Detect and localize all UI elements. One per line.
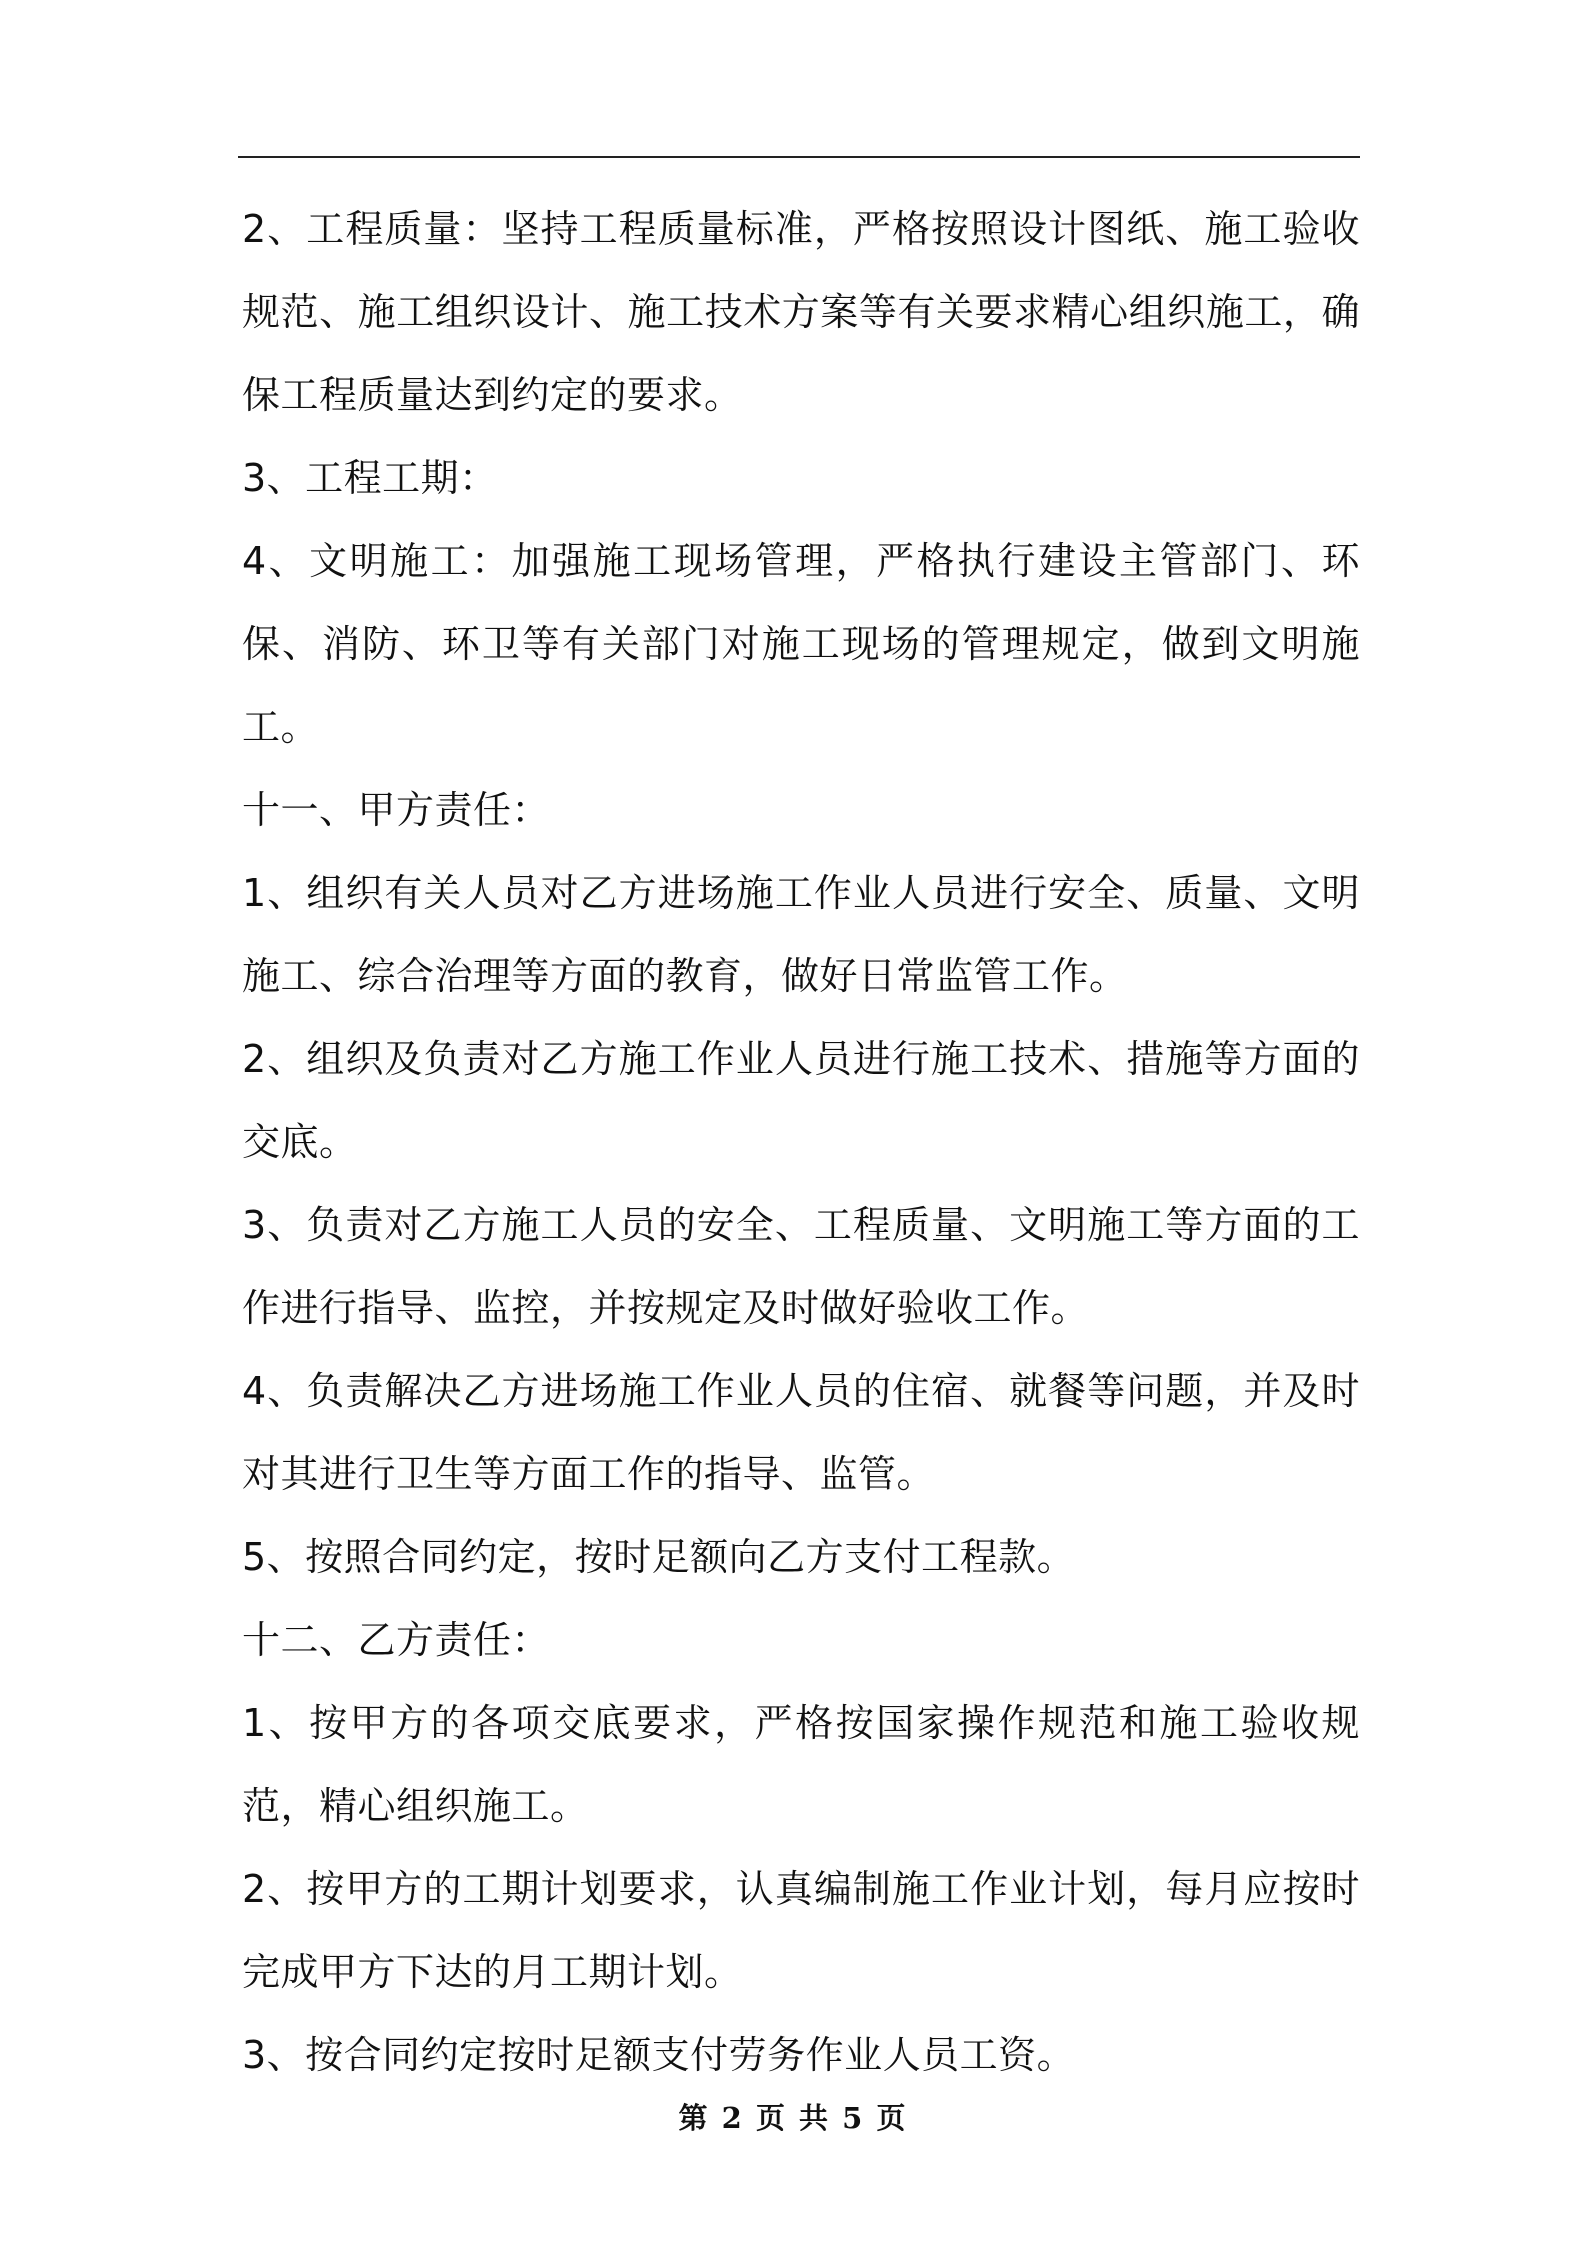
paragraph-party-b-3: 3、按合同约定按时足额支付劳务作业人员工资。 bbox=[242, 2033, 1076, 2077]
footer-prefix: 第 bbox=[678, 2101, 710, 2135]
footer-middle: 页 共 bbox=[755, 2101, 831, 2135]
paragraph-quality: 2、工程质量：坚持工程质量标准，严格按照设计图纸、施工验收规范、施工组织设计、施工技术方案等有关要求精心组织施工，确保工程质量达到约定的要求。 bbox=[242, 207, 1360, 417]
footer-suffix: 页 bbox=[876, 2101, 908, 2135]
paragraph-party-a-5: 5、按照合同约定，按时足额向乙方支付工程款。 bbox=[242, 1535, 1076, 1579]
paragraph-duration: 3、工程工期： bbox=[242, 456, 498, 500]
paragraph-party-a-2: 2、组织及负责对乙方施工作业人员进行施工技术、措施等方面的交底。 bbox=[242, 1037, 1360, 1164]
footer-total-pages: 5 bbox=[842, 2101, 865, 2135]
header-rule bbox=[238, 156, 1360, 158]
section-heading-party-a: 十一、甲方责任： bbox=[242, 788, 551, 832]
paragraph-party-b-1: 1、按甲方的各项交底要求，严格按国家操作规范和施工验收规范，精心组织施工。 bbox=[242, 1701, 1360, 1828]
page-footer bbox=[0, 2098, 1586, 2138]
body-text bbox=[242, 188, 1360, 2097]
paragraph-party-a-4: 4、负责解决乙方进场施工作业人员的住宿、就餐等问题，并及时对其进行卫生等方面工作的指导、监管。 bbox=[242, 1369, 1360, 1496]
section-heading-party-b: 十二、乙方责任： bbox=[242, 1618, 551, 1662]
paragraph-party-a-3: 3、负责对乙方施工人员的安全、工程质量、文明施工等方面的工作进行指导、监控，并按规定及时做好验收工作。 bbox=[242, 1203, 1360, 1330]
paragraph-party-b-2: 2、按甲方的工期计划要求，认真编制施工作业计划，每月应按时完成甲方下达的月工期计划。 bbox=[242, 1867, 1360, 1994]
paragraph-civilized-construction: 4、文明施工：加强施工现场管理，严格执行建设主管部门、环保、消防、环卫等有关部门对施工现场的管理规定，做到文明施工。 bbox=[242, 539, 1360, 749]
footer-current-page: 2 bbox=[721, 2101, 744, 2135]
paragraph-party-a-1: 1、组织有关人员对乙方进场施工作业人员进行安全、质量、文明施工、综合治理等方面的教育，做好日常监管工作。 bbox=[242, 871, 1360, 998]
